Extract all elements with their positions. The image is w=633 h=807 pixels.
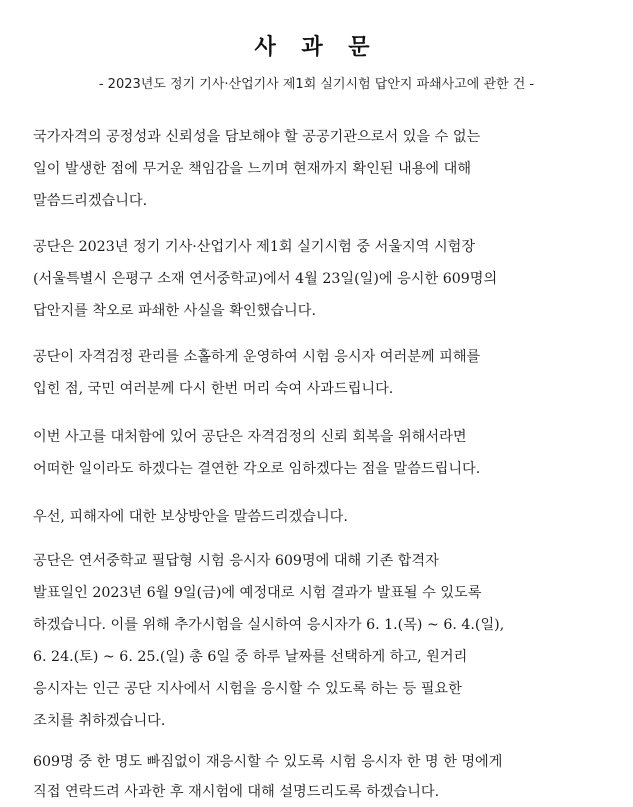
paragraph-line: 답안지를 착오로 파쇄한 사실을 확인했습니다. bbox=[33, 303, 316, 319]
paragraph-line: (서울특별시 은평구 소재 연서중학교)에서 4월 23일(일)에 응시한 609명의 bbox=[33, 271, 498, 287]
document-title: 사 과 문 bbox=[254, 35, 379, 60]
paragraph-line: 공단은 연서중학교 필답형 시험 응시자 609명에 대해 기존 합격자 bbox=[33, 553, 439, 569]
paragraph-line: 발표일인 2023년 6월 9일(금)에 예정대로 시험 결과가 발표될 수 있도록 bbox=[33, 585, 482, 601]
paragraph-contact bbox=[33, 747, 608, 807]
paragraph-line: 직접 연락드려 사과한 후 재시험에 대해 설명드리도록 하겠습니다. bbox=[33, 784, 440, 800]
paragraph-intro bbox=[33, 121, 608, 217]
document-subtitle: - 2023년도 정기 기사·산업기사 제1회 실기시험 답안지 파쇄사고에 관한 건 - bbox=[98, 77, 535, 92]
paragraph-apology bbox=[33, 341, 608, 405]
paragraph-line: 말씀드리겠습니다. bbox=[33, 193, 148, 209]
paragraph-compensation-intro bbox=[33, 501, 608, 533]
paragraph-line: 하겠습니다. 이를 위해 추가시험을 실시하여 응시자가 6. 1.(목) ~ 6. 4.(일), bbox=[33, 617, 505, 633]
paragraph-line: 조치를 취하겠습니다. bbox=[33, 713, 166, 729]
paragraph-retest-plan bbox=[33, 545, 608, 737]
paragraph-commitment bbox=[33, 421, 608, 485]
paragraph-line: 국가자격의 공정성과 신뢰성을 담보해야 할 공공기관으로서 있을 수 없는 bbox=[33, 129, 481, 145]
paragraph-line: 공단이 자격검정 관리를 소홀하게 운영하여 시험 응시자 여러분께 피해를 bbox=[33, 349, 481, 365]
paragraph-line: 우선, 피해자에 대한 보상방안을 말씀드리겠습니다. bbox=[33, 509, 348, 525]
paragraph-line: 응시자는 인근 공단 지사에서 시험을 응시할 수 있도록 하는 등 필요한 bbox=[33, 681, 462, 697]
paragraph-line: 일이 발생한 점에 무거운 책임감을 느끼며 현재까지 확인된 내용에 대해 bbox=[33, 161, 472, 177]
paragraph-line: 이번 사고를 대처함에 있어 공단은 자격검정의 신뢰 회복을 위해서라면 bbox=[33, 429, 467, 445]
paragraph-line: 6. 24.(토) ~ 6. 25.(일) 총 6일 중 하루 날짜를 선택하게 하고, 원거리 bbox=[33, 649, 468, 665]
paragraph-incident bbox=[33, 231, 608, 327]
paragraph-line: 공단은 2023년 정기 기사·산업기사 제1회 실기시험 중 서울지역 시험장 bbox=[33, 239, 476, 255]
paragraph-line: 어떠한 일이라도 하겠다는 결연한 각오로 임하겠다는 점을 말씀드립니다. bbox=[33, 461, 481, 477]
paragraph-line: 입힌 점, 국민 여러분께 다시 한번 머리 숙여 사과드립니다. bbox=[33, 381, 394, 397]
paragraph-line: 609명 중 한 명도 빠짐없이 재응시할 수 있도록 시험 응시자 한 명 한 명에게 bbox=[33, 754, 503, 770]
